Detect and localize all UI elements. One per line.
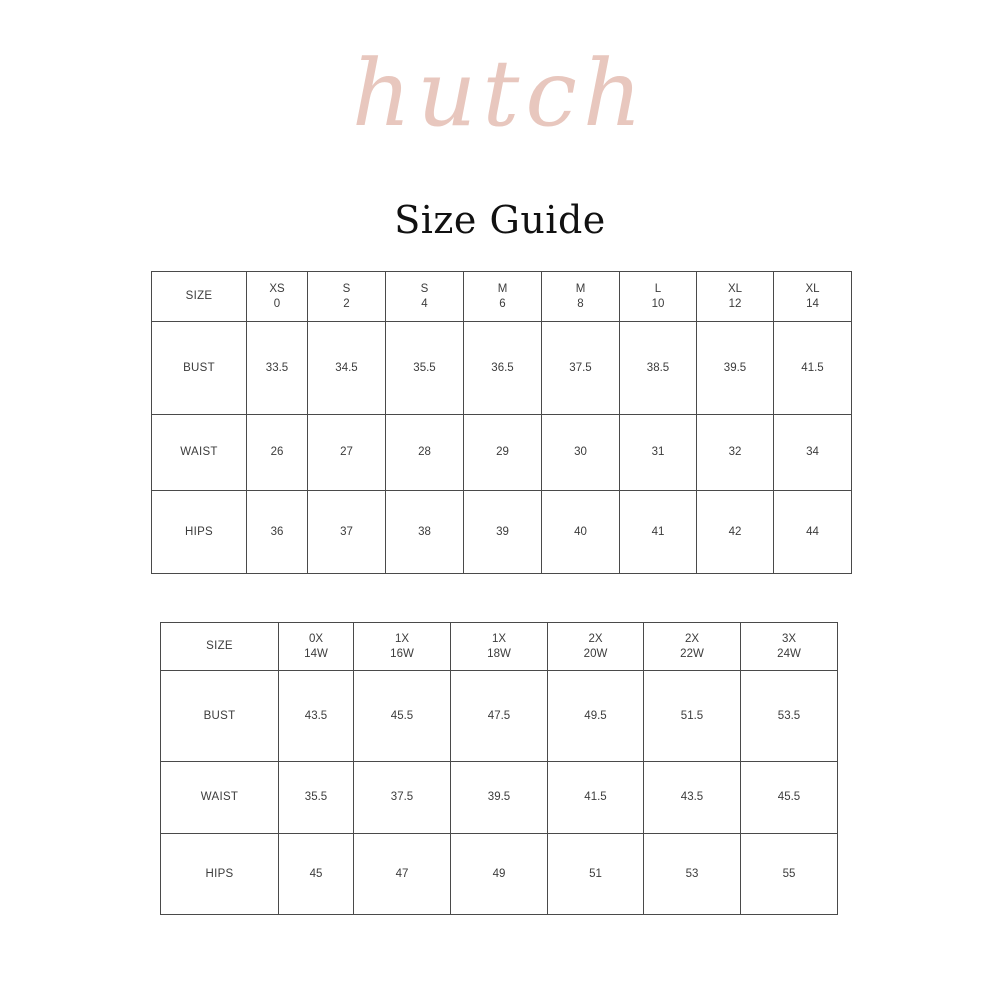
size-number: 4 <box>421 297 428 310</box>
size-column-cell <box>697 272 774 322</box>
row-label: BUST <box>152 322 247 415</box>
measurement-cell: 43.5 <box>279 671 354 762</box>
measurement-cell: 39 <box>464 491 542 574</box>
measurement-cell: 38.5 <box>620 322 697 415</box>
table-row-bust <box>152 322 852 415</box>
measurement-cell: 51.5 <box>644 671 741 762</box>
measurement-cell: 49.5 <box>548 671 644 762</box>
size-letter: 1X <box>394 632 410 645</box>
size-letter: 1X <box>491 632 507 645</box>
size-letter: 2X <box>588 632 603 645</box>
size-number: 10 <box>651 297 665 310</box>
measurement-cell: 53 <box>644 834 741 915</box>
measurement-cell: 53.5 <box>741 671 838 762</box>
measurement-cell: 28 <box>386 415 464 491</box>
measurement-cell: 44 <box>774 491 852 574</box>
measurement-cell: 39.5 <box>451 762 548 834</box>
measurement-cell: 35.5 <box>386 322 464 415</box>
table-row-hips <box>161 834 838 915</box>
table-header-row <box>152 272 852 322</box>
measurement-cell: 43.5 <box>644 762 741 834</box>
measurement-cell: 34.5 <box>308 322 386 415</box>
row-label: WAIST <box>161 762 279 834</box>
measurement-cell: 41 <box>620 491 697 574</box>
size-column-cell <box>741 623 838 671</box>
measurement-cell: 37 <box>308 491 386 574</box>
size-number: 24W <box>777 647 801 660</box>
measurement-cell: 47 <box>354 834 451 915</box>
size-table-plus <box>160 622 838 915</box>
brand-logo <box>290 30 710 150</box>
size-number: 12 <box>728 297 742 310</box>
size-letter: S <box>420 282 429 295</box>
size-column-cell <box>279 623 354 671</box>
measurement-cell: 45 <box>279 834 354 915</box>
size-table-regular <box>151 271 852 574</box>
measurement-cell: 39.5 <box>697 322 774 415</box>
measurement-cell: 40 <box>542 491 620 574</box>
measurement-cell: 45.5 <box>354 671 451 762</box>
size-column-cell <box>644 623 741 671</box>
brand-logo-text: hutch <box>351 40 649 147</box>
size-column-cell <box>247 272 308 322</box>
measurement-cell: 49 <box>451 834 548 915</box>
row-label: HIPS <box>152 491 247 574</box>
measurement-cell: 31 <box>620 415 697 491</box>
measurement-cell: 30 <box>542 415 620 491</box>
size-letter: 0X <box>308 632 324 645</box>
size-number: 18W <box>487 647 511 660</box>
size-number: 8 <box>577 297 584 310</box>
size-column-cell <box>542 272 620 322</box>
size-column-cell <box>774 272 852 322</box>
size-letter: XL <box>727 282 743 295</box>
measurement-cell: 35.5 <box>279 762 354 834</box>
size-letter: S <box>342 282 351 295</box>
table-row-waist <box>152 415 852 491</box>
size-number: 22W <box>680 647 704 660</box>
row-label: BUST <box>161 671 279 762</box>
table-header-row <box>161 623 838 671</box>
size-column-cell <box>451 623 548 671</box>
size-letter: L <box>654 282 662 295</box>
measurement-cell: 55 <box>741 834 838 915</box>
size-column-cell <box>464 272 542 322</box>
measurement-cell: 34 <box>774 415 852 491</box>
measurement-cell: 36.5 <box>464 322 542 415</box>
size-column-cell <box>548 623 644 671</box>
size-column-cell <box>620 272 697 322</box>
size-number: 2 <box>343 297 350 310</box>
size-letter: 2X <box>684 632 700 645</box>
measurement-cell: 51 <box>548 834 644 915</box>
size-letter: XL <box>805 282 820 295</box>
size-header-cell: SIZE <box>152 272 247 322</box>
size-letter: M <box>575 282 586 295</box>
table-row-bust <box>161 671 838 762</box>
size-number: 14 <box>806 297 819 310</box>
table-row-hips <box>152 491 852 574</box>
page-title: Size Guide <box>394 198 606 242</box>
row-label: WAIST <box>152 415 247 491</box>
table-row-waist <box>161 762 838 834</box>
measurement-cell: 37.5 <box>354 762 451 834</box>
measurement-cell: 27 <box>308 415 386 491</box>
measurement-cell: 45.5 <box>741 762 838 834</box>
size-column-cell <box>354 623 451 671</box>
size-number: 6 <box>499 297 506 310</box>
measurement-cell: 41.5 <box>774 322 852 415</box>
size-header-cell: SIZE <box>161 623 279 671</box>
measurement-cell: 26 <box>247 415 308 491</box>
size-number: 16W <box>390 647 414 660</box>
measurement-cell: 38 <box>386 491 464 574</box>
size-letter: M <box>497 282 508 295</box>
measurement-cell: 47.5 <box>451 671 548 762</box>
row-label: HIPS <box>161 834 279 915</box>
size-letter: 3X <box>781 632 797 645</box>
measurement-cell: 37.5 <box>542 322 620 415</box>
measurement-cell: 42 <box>697 491 774 574</box>
size-number: 14W <box>304 647 328 660</box>
measurement-cell: 36 <box>247 491 308 574</box>
measurement-cell: 29 <box>464 415 542 491</box>
size-column-cell <box>386 272 464 322</box>
size-column-cell <box>308 272 386 322</box>
size-letter: XS <box>269 282 285 295</box>
size-number: 20W <box>583 647 608 660</box>
size-number: 0 <box>273 297 281 310</box>
measurement-cell: 32 <box>697 415 774 491</box>
measurement-cell: 41.5 <box>548 762 644 834</box>
measurement-cell: 33.5 <box>247 322 308 415</box>
